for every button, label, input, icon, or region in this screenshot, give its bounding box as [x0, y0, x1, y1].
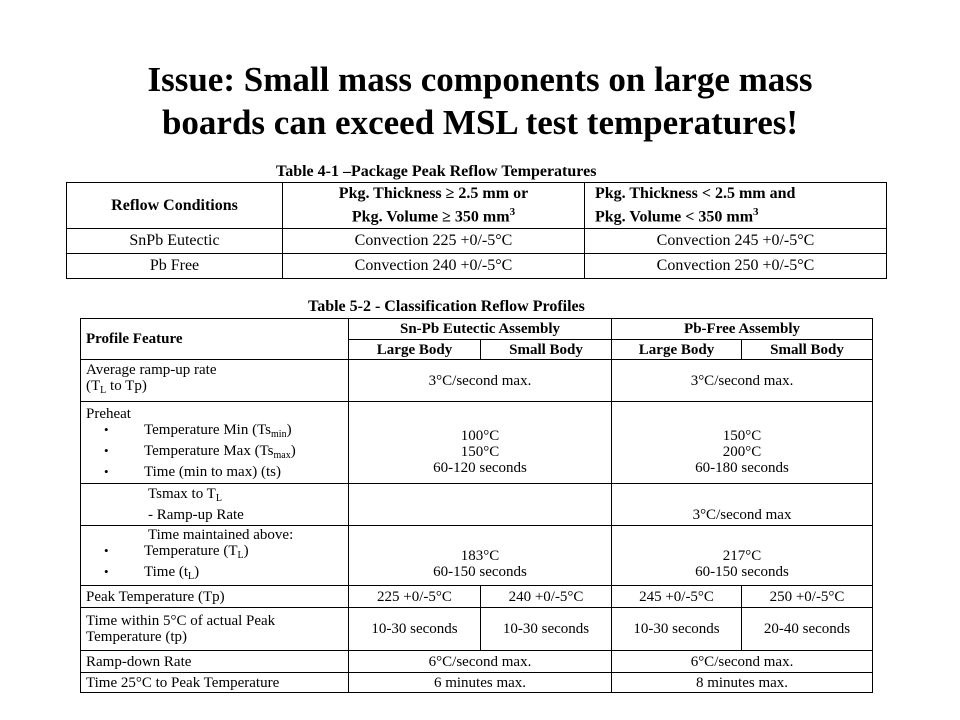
maintained-label: [81, 526, 349, 586]
preheat-pbfree-min: 150°C: [722, 427, 762, 444]
header-thin-line-2: [595, 203, 881, 226]
table-row: [81, 651, 873, 673]
header-pbfree-assembly: Pb-Free Assembly: [612, 319, 873, 340]
row-thin-value: Convection 245 +0/-5°C: [585, 229, 887, 254]
time25-pbfree: 8 minutes max.: [612, 673, 873, 693]
label-text: (T: [86, 378, 101, 394]
table-4-1-caption: Table 4-1 –Package Peak Reflow Temperatures: [276, 163, 597, 180]
reflow-profiles-table: [80, 318, 873, 693]
title-line-1: Issue: Small mass components on large mass: [147, 60, 813, 99]
within-pbfree-small: 20-40 seconds: [742, 608, 873, 651]
ramp-down-pbfree: 6°C/second max.: [612, 651, 873, 673]
peak-snpb-small: 240 +0/-5°C: [481, 586, 612, 608]
bullet-icon: •: [104, 542, 109, 558]
table-row: [81, 673, 873, 693]
table-row: [81, 586, 873, 608]
table-row: [81, 360, 873, 402]
label-text: Tsmax to T: [148, 486, 216, 502]
header-thick-volume: Pkg. Volume ≥ 350 mm: [351, 208, 510, 226]
ramp-up-snpb: 3°C/second max.: [349, 360, 612, 402]
preheat-label: [81, 402, 349, 484]
row-thick-value: Convection 240 +0/-5°C: [283, 254, 585, 279]
within-pbfree-large: 10-30 seconds: [612, 608, 742, 651]
table-row: [81, 484, 873, 526]
header-reflow-conditions: Reflow Conditions: [67, 183, 283, 229]
preheat-snpb: [349, 402, 612, 484]
label-text: Temperature Min (Ts: [144, 421, 272, 438]
subscript: min: [271, 428, 287, 440]
peak-snpb-large: 225 +0/-5°C: [349, 586, 481, 608]
bullet-icon: •: [104, 463, 109, 479]
within-label-line-2: Temperature (tp): [86, 629, 187, 645]
peak-pbfree-small: 250 +0/-5°C: [742, 586, 873, 608]
maintained-snpb: [349, 526, 612, 586]
ramp-down-snpb: 6°C/second max.: [349, 651, 612, 673]
table-header-row: [81, 319, 873, 340]
item-text: [144, 564, 199, 585]
bullet-icon: •: [104, 442, 109, 458]
header-thin-line-1: Pkg. Thickness < 2.5 mm and: [595, 184, 796, 202]
row-condition: Pb Free: [67, 254, 283, 279]
item-text: [144, 443, 296, 464]
ramp-up-label-line-2: [86, 378, 343, 399]
row-condition: SnPb Eutectic: [67, 229, 283, 254]
table-row: [67, 254, 887, 279]
cube-superscript: 3: [509, 205, 516, 218]
peak-pbfree-large: 245 +0/-5°C: [612, 586, 742, 608]
list-item: [86, 464, 343, 480]
header-profile-feature: Profile Feature: [81, 319, 349, 360]
maintained-pbfree-temp: 217°C: [722, 547, 762, 564]
tsmax-snpb: [349, 484, 612, 526]
item-text: Time (min to max) (ts): [144, 463, 281, 480]
title-line-2: boards can exceed MSL test temperatures!: [161, 103, 799, 142]
header-thin-volume: Pkg. Volume < 350 mm: [595, 208, 754, 226]
ramp-up-label: [81, 360, 349, 402]
maintained-snpb-temp: 183°C: [460, 547, 500, 564]
time25-label: Time 25°C to Peak Temperature: [81, 673, 349, 693]
header-thick-package: [283, 183, 585, 229]
item-text: [144, 543, 249, 564]
preheat-title: Preheat: [86, 405, 131, 422]
bullet-icon: •: [104, 563, 109, 579]
preheat-pbfree-max: 200°C: [722, 443, 762, 460]
within-snpb-small: 10-30 seconds: [481, 608, 612, 651]
cube-superscript: 3: [753, 205, 759, 218]
within-label: [81, 608, 349, 651]
header-snpb-small-body: Small Body: [481, 340, 612, 360]
label-text: Time (t: [144, 563, 189, 580]
maintained-title: Time maintained above:: [148, 526, 294, 543]
peak-label: Peak Temperature (Tp): [81, 586, 349, 608]
preheat-snpb-max: 150°C: [460, 443, 500, 460]
table-row: [81, 608, 873, 651]
ramp-up-pbfree: 3°C/second max.: [612, 360, 873, 402]
list-item: [86, 564, 343, 585]
bullet-icon: •: [104, 421, 109, 437]
preheat-pbfree: [612, 402, 873, 484]
within-snpb-large: 10-30 seconds: [349, 608, 481, 651]
table-5-2-caption: Table 5-2 - Classification Reflow Profiles: [308, 298, 585, 315]
tsmax-label-line-2: - Ramp-up Rate: [148, 507, 244, 523]
header-thin-package: [585, 183, 887, 229]
header-thick-line-1: Pkg. Thickness ≥ 2.5 mm or: [338, 184, 529, 202]
item-text: [144, 422, 292, 443]
ramp-up-label-line-1: Average ramp-up rate: [86, 362, 217, 378]
maintained-pbfree-time: 60-150 seconds: [695, 563, 789, 580]
label-text: ): [286, 421, 292, 438]
subscript: max: [273, 449, 291, 461]
subscript: L: [237, 549, 244, 561]
subscript: L: [100, 385, 107, 396]
preheat-snpb-min: 100°C: [460, 427, 500, 444]
header-pbfree-small-body: Small Body: [742, 340, 873, 360]
subscript: L: [188, 570, 195, 582]
time25-snpb: 6 minutes max.: [349, 673, 612, 693]
label-text: ): [243, 542, 249, 559]
tsmax-pbfree: 3°C/second max: [612, 484, 873, 526]
slide-title: [0, 58, 960, 144]
table-header-row: [67, 183, 887, 229]
maintained-pbfree: [612, 526, 873, 586]
header-pbfree-large-body: Large Body: [612, 340, 742, 360]
list-item: [86, 422, 343, 443]
header-snpb-assembly: Sn-Pb Eutectic Assembly: [349, 319, 612, 340]
header-thick-line-2: [288, 203, 579, 226]
header-snpb-large-body: Large Body: [349, 340, 481, 360]
maintained-snpb-time: 60-150 seconds: [433, 563, 527, 580]
table-row: [67, 229, 887, 254]
label-text: ): [194, 563, 200, 580]
tsmax-label-line-1: [86, 486, 343, 507]
within-label-line-1: Time within 5°C of actual Peak: [86, 613, 276, 629]
label-text: to Tp): [106, 378, 147, 394]
peak-reflow-table: [66, 182, 887, 279]
subscript: L: [215, 493, 222, 504]
list-item: [86, 543, 343, 564]
row-thick-value: Convection 225 +0/-5°C: [283, 229, 585, 254]
label-text: ): [290, 442, 296, 459]
table-row: [81, 526, 873, 586]
label-text: Temperature (T: [144, 542, 238, 559]
row-thin-value: Convection 250 +0/-5°C: [585, 254, 887, 279]
list-item: [86, 443, 343, 464]
tsmax-label: [81, 484, 349, 526]
table-row: [81, 402, 873, 484]
preheat-pbfree-time: 60-180 seconds: [695, 459, 789, 476]
preheat-snpb-time: 60-120 seconds: [433, 459, 527, 476]
label-text: Temperature Max (Ts: [144, 442, 274, 459]
ramp-down-label: Ramp-down Rate: [81, 651, 349, 673]
